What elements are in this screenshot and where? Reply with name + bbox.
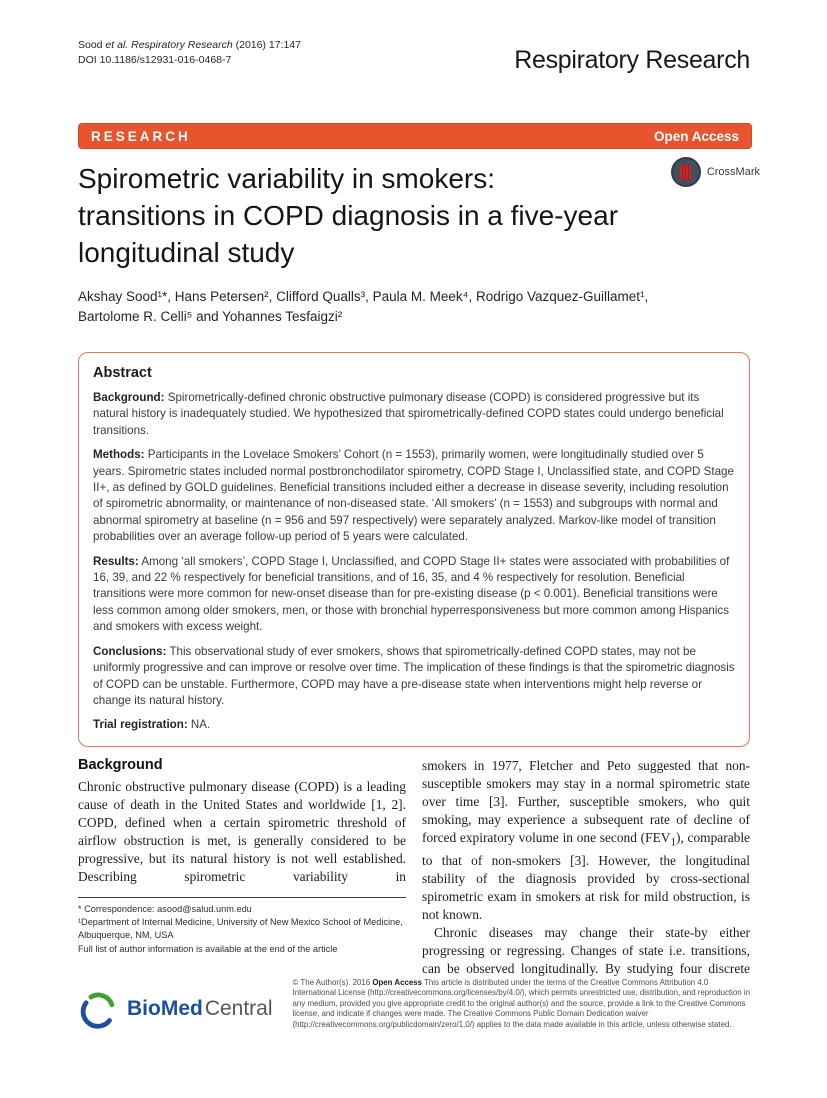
- doi-line: DOI 10.1186/s12931-016-0468-7: [78, 53, 232, 66]
- abstract-methods-label: Methods:: [93, 448, 145, 462]
- background-paragraph: Chronic obstructive pulmonary disease (COPD) is a leading cause of death in the United States and worldwide [1, 2]. COPD, defined when a certain spirometric threshold of airflow obstruction is met, is generally considered to be progressive, but its natural history is not well established. Describing spirometric variability in: [78, 779, 406, 884]
- abstract-background-label: Background:: [93, 391, 165, 404]
- abstract-trial-label: Trial registration:: [93, 718, 188, 732]
- body-paragraph-2: Chronic diseases may change their state-by either progressing or regressing. Changes of state i.e. transitions, can be observed longitudinally. By studying four discrete: [422, 924, 750, 976]
- research-banner: [78, 123, 752, 149]
- article-title: [78, 160, 618, 271]
- central-wordmark: Central: [204, 996, 273, 1020]
- citation-block: [78, 38, 301, 67]
- citation-line: Sood et al. Respiratory Research (2016) 17:147: [78, 39, 301, 51]
- title-line-3: longitudinal study: [78, 237, 295, 268]
- body-columns: [78, 757, 750, 978]
- background-heading: Background: [78, 757, 163, 773]
- crossmark-label: CrossMark: [706, 166, 760, 178]
- biomed-wordmark: BioMed: [127, 996, 203, 1020]
- abstract-conclusions-text: This observational study of ever smokers, shows that spirometrically-defined COPD states, may not be uniformly progressive and can improve or resolve over time. The implication of these findings is that the spirometric diagnosis of COPD can be unstable. Furthermore, COPD may have a pre-disease state when interventions might help reverse or change its natural history.: [93, 644, 735, 707]
- biomed-logo-icon: [78, 988, 120, 1030]
- crossmark-book-glyph: [680, 165, 691, 180]
- footnote-block: [78, 897, 406, 956]
- abstract-background: [93, 390, 735, 439]
- authors-line-2: Bartolome R. Celli⁵ and Yohannes Tesfaigzi²: [78, 308, 343, 324]
- abstract-conclusions: [93, 644, 735, 710]
- abstract-methods: [93, 447, 735, 545]
- crossmark-badge[interactable]: [671, 157, 760, 187]
- title-line-2: transitions in COPD diagnosis in a five-year: [78, 200, 619, 231]
- paragraph-run: smokers in 1977, Fletcher and Peto suggested that non-susceptible smokers may stay in a normal spirometric state over time [3]. Further, susceptible smokers, who quit smoking, may experience a subsequent rate of decline of forced expiratory volume in one second (FEV: [422, 758, 750, 845]
- open-access-label: Open Access: [653, 128, 739, 144]
- column-left: [78, 757, 406, 978]
- biomed-logo: [78, 987, 273, 1030]
- license-text: [293, 978, 750, 1030]
- license-open-access: Open Access: [372, 978, 423, 987]
- research-label: RESEARCH: [91, 128, 191, 144]
- abstract-results-label: Results:: [93, 554, 139, 568]
- abstract-trial-registration: [93, 717, 735, 733]
- authors-line-1: Akshay Sood¹*, Hans Petersen², Clifford Qualls³, Paula M. Meek⁴, Rodrigo Vazquez-Guillamet¹,: [78, 289, 649, 304]
- crossmark-icon: [671, 157, 701, 187]
- page-footer: [78, 978, 750, 1030]
- masthead: [78, 38, 750, 75]
- correspondence-note: * Correspondence: asood@salud.unm.edu: [78, 904, 252, 914]
- abstract-methods-text: Participants in the Lovelace Smokers’ Cohort (n = 1553), primarily women, were longitudinally studied over 5 years. Spirometric states included normal postbronchodilator spirometry, COPD Stage I, Unclassified state, and COPD Stage II+, as defined by GOLD guidelines. Beneficial transitions included either a decrease in disease severity, including resolution of spirometric abnormality, or maintenance of non-diseased state. ‘All smokers’ (n = 1553) and subgroups with normal and abnormal spirometry at baseline (n = 956 and 597 respectively) were separately analyzed. Markov-like model of transition probabilities over an average follow-up period of 5 years were calculated.: [93, 448, 734, 544]
- abstract-conclusions-label: Conclusions:: [93, 644, 167, 658]
- license-body: This article is distributed under the terms of the Creative Commons Attribution 4.0 International License (http://creativecommons.org/licenses/by/4.0/), which permits unrestricted use, distribution, and reproduction in any medium, provided you give appropriate credit to the original author(s) and the source, provide a link to the Creative Commons license, and indicate if changes were made. The Creative Commons Public Domain Dedication waiver (http://creativecommons.org/publicdomain/zero/1.0/) applies to the data made available in this article, unless otherwise stated.: [292, 978, 750, 1029]
- abstract-box: [78, 352, 750, 747]
- abstract-results-text: Among ‘all smokers’, COPD Stage I, Unclassified, and COPD Stage II+ states were associated with probabilities of 16, 39, and 22 % respectively for beneficial transitions, and of 16, 35, and 4 % respectively for resolution. Beneficial transitions were more common for new-onset disease than for pre-existing disease (p < 0.001). Beneficial transitions were less common among older smokers, men, or those with bronchial hyperresponsiveness but more common among Hispanics and smokers with excess weight.: [93, 554, 730, 634]
- author-list: [78, 287, 648, 326]
- paragraph-run: ), comparable to that of non-smokers [3]. However, the longitudinal stability of the diagnosis provided by cross-sectional spirometric exam in smokers at risk for mild obstruction, is not known.: [422, 830, 751, 922]
- abstract-heading: Abstract: [93, 365, 152, 381]
- affiliation-note: ¹Department of Internal Medicine, University of New Mexico School of Medicine, Albuquerque, NM, USA: [78, 917, 403, 941]
- abstract-results: [93, 554, 735, 636]
- author-info-note: Full list of author information is available at the end of the article: [78, 943, 338, 954]
- journal-title: Respiratory Research: [514, 46, 750, 74]
- body-paragraph-continued: [422, 757, 750, 924]
- abstract-trial-text: NA.: [187, 718, 211, 732]
- column-right: [422, 757, 750, 978]
- abstract-background-text: Spirometrically-defined chronic obstructive pulmonary disease (COPD) is considered progressive but its natural history is inadequately studied. We hypothesized that spirometrically-defined COPD states could undergo beneficial transitions.: [93, 391, 724, 437]
- title-line-1: Spirometric variability in smokers:: [78, 163, 495, 194]
- fev1-subscript: 1: [670, 836, 677, 849]
- license-prefix: © The Author(s). 2016: [292, 978, 373, 987]
